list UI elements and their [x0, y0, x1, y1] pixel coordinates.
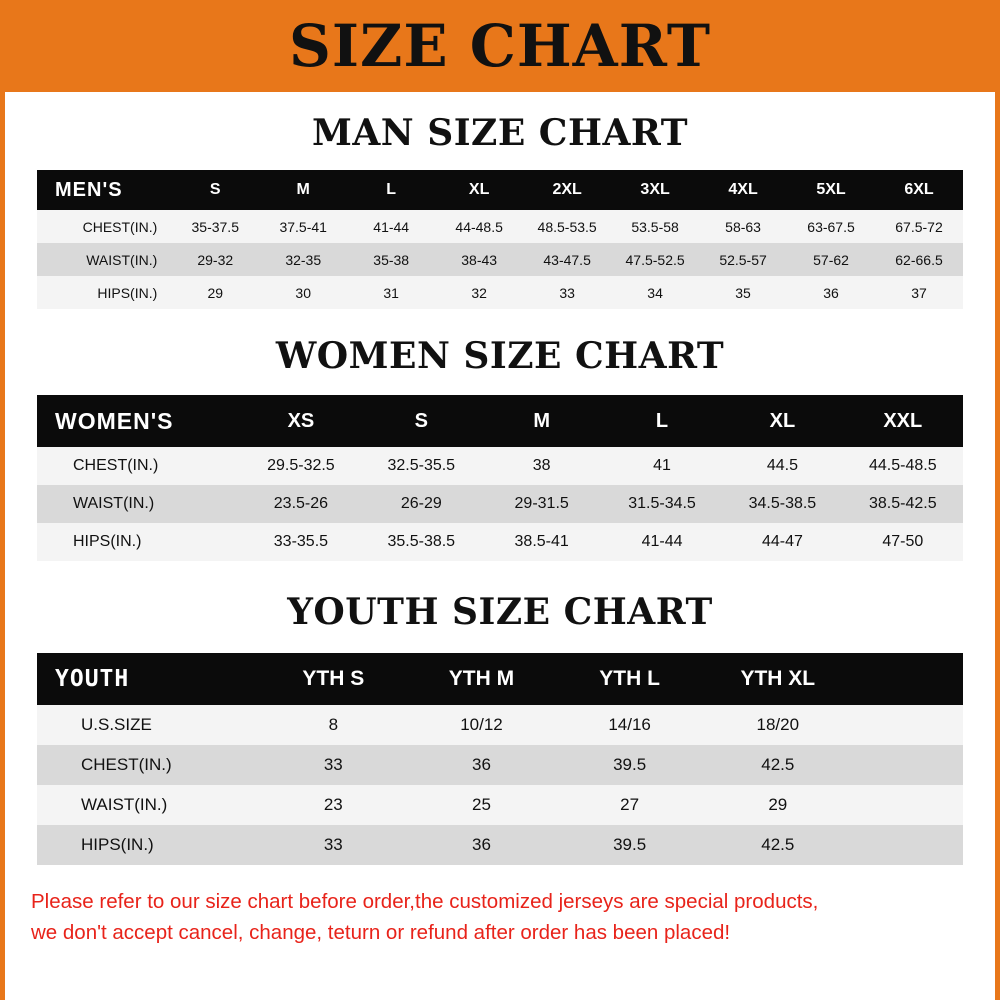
man-header-label: MEN'S [37, 170, 171, 210]
row-label: HIPS(IN.) [37, 276, 171, 309]
women-header-s: S [361, 395, 481, 447]
women-section-title: WOMEN SIZE CHART [275, 335, 725, 377]
banner [0, 0, 1000, 92]
cell: 38.5-41 [481, 523, 601, 561]
man-header-2xl: 2XL [523, 170, 611, 210]
cell: 32-35 [259, 243, 347, 276]
cell: 33-35.5 [241, 523, 361, 561]
cell: 41-44 [602, 523, 722, 561]
youth-header-label: YOUTH [37, 653, 259, 705]
women-header-xs: XS [241, 395, 361, 447]
table-row [37, 210, 963, 243]
row-label: WAIST(IN.) [37, 785, 259, 825]
cell: 53.5-58 [611, 210, 699, 243]
cell: 37.5-41 [259, 210, 347, 243]
table-row [37, 276, 963, 309]
women-header-label: WOMEN'S [37, 395, 241, 447]
man-header-6xl: 6XL [875, 170, 963, 210]
cell: 43-47.5 [523, 243, 611, 276]
table-row [37, 705, 963, 745]
cell: 32.5-35.5 [361, 447, 481, 485]
table-header-row [37, 170, 963, 210]
youth-size-section [5, 591, 995, 865]
cell: 44-47 [722, 523, 842, 561]
cell: 36 [787, 276, 875, 309]
cell: 44.5-48.5 [843, 447, 963, 485]
row-label: WAIST(IN.) [37, 485, 241, 523]
cell: 29 [171, 276, 259, 309]
row-label: CHEST(IN.) [37, 210, 171, 243]
cell: 41-44 [347, 210, 435, 243]
row-label: CHEST(IN.) [37, 447, 241, 485]
table-header-row [37, 653, 963, 705]
cell: 44.5 [722, 447, 842, 485]
cell: 33 [523, 276, 611, 309]
cell: 10/12 [407, 705, 555, 745]
cell: 33 [259, 745, 407, 785]
cell: 8 [259, 705, 407, 745]
cell: 36 [407, 745, 555, 785]
cell-spacer [852, 705, 963, 745]
table-row [37, 485, 963, 523]
footer-note-line2: we don't accept cancel, change, teturn or refund after order has been placed! [31, 920, 731, 944]
man-size-section [5, 112, 995, 309]
youth-section-title: YOUTH SIZE CHART [287, 591, 713, 633]
man-header-3xl: 3XL [611, 170, 699, 210]
cell: 36 [407, 825, 555, 865]
cell: 29.5-32.5 [241, 447, 361, 485]
cell: 31 [347, 276, 435, 309]
women-size-section [5, 335, 995, 561]
table-row [37, 243, 963, 276]
youth-size-table [37, 653, 963, 865]
table-header-row [37, 395, 963, 447]
banner-title: SIZE CHART [288, 12, 712, 80]
table-row [37, 447, 963, 485]
cell-spacer [852, 785, 963, 825]
youth-header-l: YTH L [556, 653, 704, 705]
women-size-table [37, 395, 963, 561]
cell: 35-37.5 [171, 210, 259, 243]
cell: 67.5-72 [875, 210, 963, 243]
cell: 23.5-26 [241, 485, 361, 523]
row-label: HIPS(IN.) [37, 825, 259, 865]
cell: 41 [602, 447, 722, 485]
women-header-xl: XL [722, 395, 842, 447]
cell: 27 [556, 785, 704, 825]
cell: 32 [435, 276, 523, 309]
cell: 35-38 [347, 243, 435, 276]
cell: 63-67.5 [787, 210, 875, 243]
youth-header-s: YTH S [259, 653, 407, 705]
cell-spacer [852, 825, 963, 865]
cell: 35 [699, 276, 787, 309]
cell: 29-32 [171, 243, 259, 276]
footer-note-line1: Please refer to our size chart before order,the customized jerseys are special products, [31, 890, 819, 913]
table-row [37, 523, 963, 561]
cell: 47.5-52.5 [611, 243, 699, 276]
cell: 25 [407, 785, 555, 825]
cell: 38-43 [435, 243, 523, 276]
cell: 34 [611, 276, 699, 309]
women-header-xxl: XXL [843, 395, 963, 447]
row-label: CHEST(IN.) [37, 745, 259, 785]
cell: 38.5-42.5 [843, 485, 963, 523]
cell: 58-63 [699, 210, 787, 243]
cell: 31.5-34.5 [602, 485, 722, 523]
man-header-5xl: 5XL [787, 170, 875, 210]
man-size-table [37, 170, 963, 309]
cell: 42.5 [704, 825, 852, 865]
man-header-xl: XL [435, 170, 523, 210]
row-label: U.S.SIZE [37, 705, 259, 745]
cell: 52.5-57 [699, 243, 787, 276]
youth-header-spacer [852, 653, 963, 705]
cell: 48.5-53.5 [523, 210, 611, 243]
cell: 38 [481, 447, 601, 485]
cell: 57-62 [787, 243, 875, 276]
cell: 39.5 [556, 825, 704, 865]
cell: 26-29 [361, 485, 481, 523]
table-row [37, 745, 963, 785]
cell: 44-48.5 [435, 210, 523, 243]
cell: 35.5-38.5 [361, 523, 481, 561]
cell: 23 [259, 785, 407, 825]
man-header-l: L [347, 170, 435, 210]
cell: 47-50 [843, 523, 963, 561]
man-header-m: M [259, 170, 347, 210]
row-label: HIPS(IN.) [37, 523, 241, 561]
cell: 14/16 [556, 705, 704, 745]
footer-note [5, 887, 995, 949]
women-header-m: M [481, 395, 601, 447]
table-row [37, 785, 963, 825]
row-label: WAIST(IN.) [37, 243, 171, 276]
youth-header-xl: YTH XL [704, 653, 852, 705]
cell: 33 [259, 825, 407, 865]
cell: 30 [259, 276, 347, 309]
cell: 18/20 [704, 705, 852, 745]
man-header-4xl: 4XL [699, 170, 787, 210]
cell: 29-31.5 [481, 485, 601, 523]
cell: 62-66.5 [875, 243, 963, 276]
cell: 34.5-38.5 [722, 485, 842, 523]
cell: 37 [875, 276, 963, 309]
cell-spacer [852, 745, 963, 785]
cell: 42.5 [704, 745, 852, 785]
table-row [37, 825, 963, 865]
cell: 29 [704, 785, 852, 825]
man-section-title: MAN SIZE CHART [312, 112, 688, 154]
cell: 39.5 [556, 745, 704, 785]
youth-header-m: YTH M [407, 653, 555, 705]
women-header-l: L [602, 395, 722, 447]
man-header-s: S [171, 170, 259, 210]
